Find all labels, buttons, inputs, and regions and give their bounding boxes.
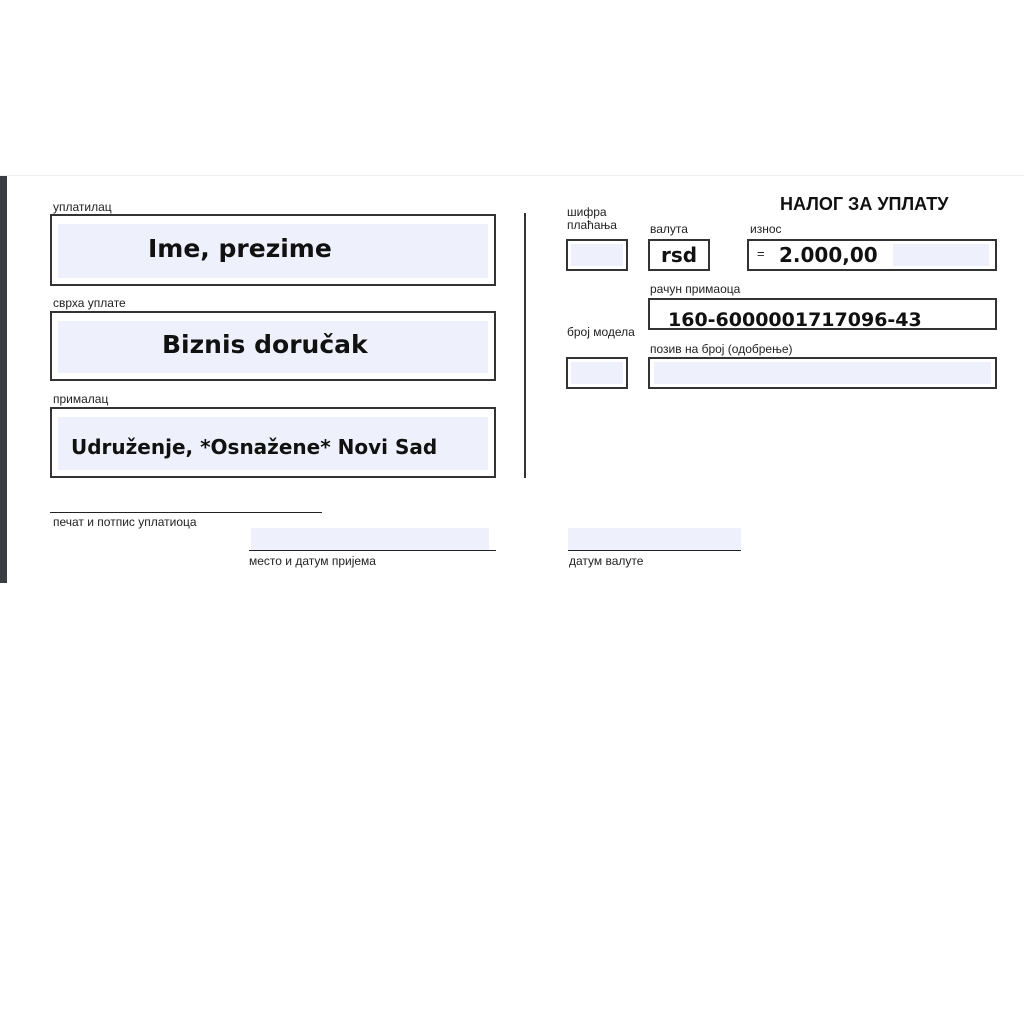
recipient-account-label: рачун примаоца [650, 282, 741, 296]
recipient-field[interactable] [50, 407, 496, 478]
payer-signature-line [50, 512, 322, 513]
amount-value: 2.000,00 [779, 243, 878, 267]
amount-prefix: = [757, 246, 765, 261]
reference-number-field[interactable] [648, 357, 997, 389]
recipient-label: прималац [53, 392, 109, 406]
place-date-label: место и датум пријема [249, 554, 376, 568]
recipient-value: Udruženje, *Osnažene* Novi Sad [71, 435, 438, 459]
place-date-field[interactable] [251, 528, 489, 550]
value-date-label: датум валуте [569, 554, 644, 568]
reference-number-label: позив на број (одобрење) [650, 342, 793, 356]
payer-value: Ime, prezime [148, 234, 332, 263]
recipient-account-value: 160-6000001717096-43 [668, 309, 922, 331]
currency-field[interactable] [648, 239, 710, 271]
place-date-line [249, 550, 496, 551]
slip-top-border [0, 175, 1024, 176]
payment-code-fill [571, 244, 623, 266]
slip-left-edge [0, 176, 7, 583]
purpose-field[interactable] [50, 311, 496, 381]
model-number-label: број модела [567, 325, 635, 339]
payer-signature-label: печат и потпис уплатиоца [53, 515, 197, 529]
purpose-value: Biznis doručak [162, 330, 368, 359]
amount-fill [893, 244, 989, 266]
amount-field[interactable] [747, 239, 997, 271]
value-date-line [568, 550, 741, 551]
model-number-fill [571, 362, 623, 384]
amount-label: износ [750, 222, 782, 236]
section-divider [524, 213, 526, 478]
reference-number-fill [654, 362, 991, 384]
payer-field[interactable] [50, 214, 496, 286]
form-title: НАЛОГ ЗА УПЛАТУ [780, 194, 949, 214]
payer-label: уплатилац [53, 200, 112, 214]
recipient-account-field[interactable] [648, 298, 997, 330]
purpose-label: сврха уплате [53, 296, 126, 310]
model-number-field[interactable] [566, 357, 628, 389]
currency-value: rsd [661, 243, 698, 267]
payment-code-label: шифра плаћања [567, 205, 617, 232]
payment-code-field[interactable] [566, 239, 628, 271]
value-date-field[interactable] [568, 528, 741, 550]
currency-label: валута [650, 222, 688, 236]
